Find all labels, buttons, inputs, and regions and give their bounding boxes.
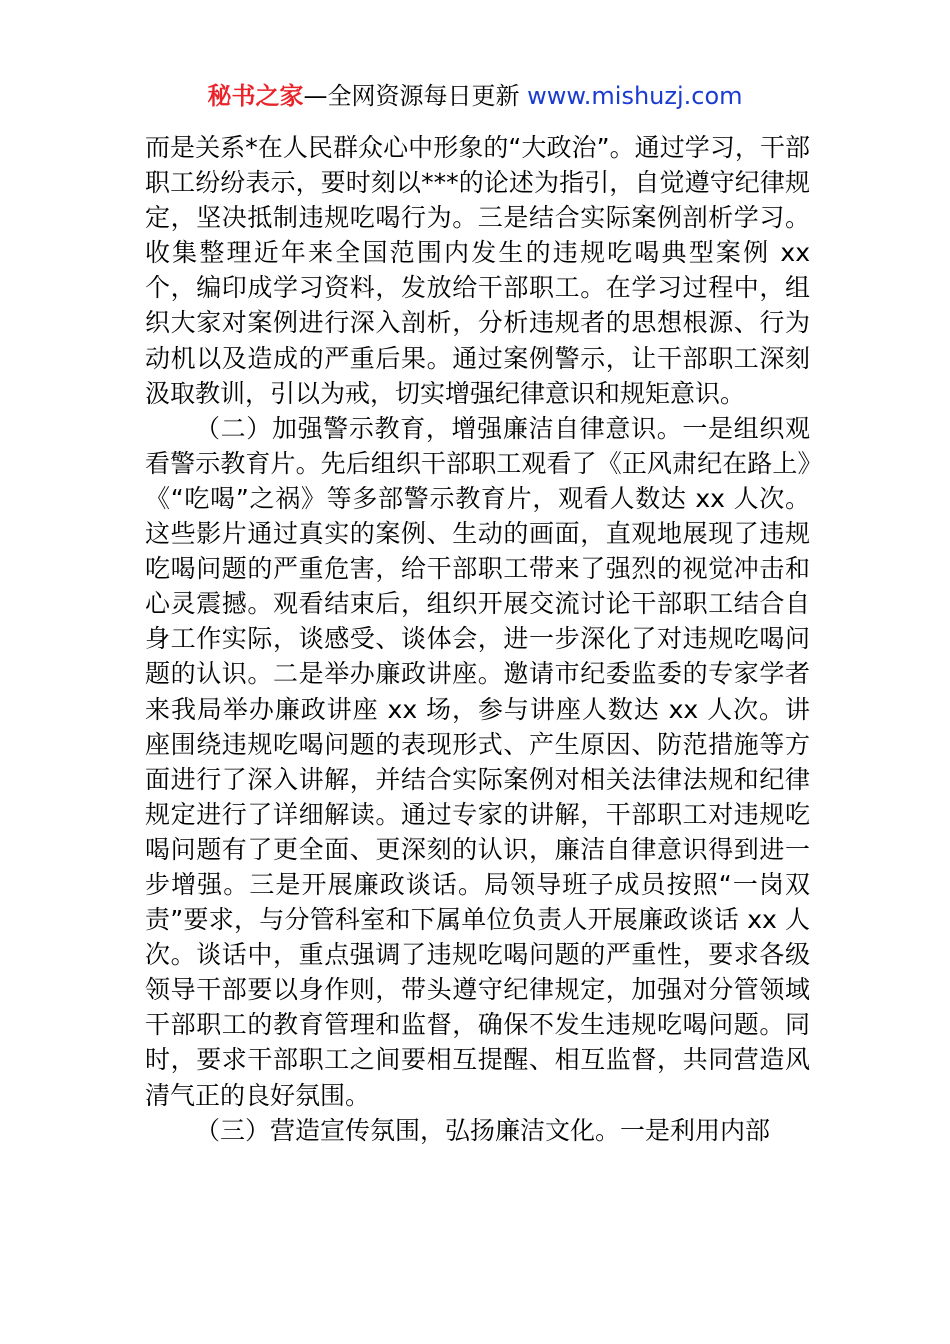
paragraph-section-two: （二）加强警示教育，增强廉洁自律意识。一是组织观看警示教育片。先后组织干部职工观看了《正风肃纪在路上》《“吃喝”之祸》等多部警示教育片，观看人数达 xx 人次。这些影片通过真实的案例、生动的画面，直观地展现了违规吃喝问题的严重危害，给干部职工带来了强烈的视觉冲击和心灵震撼。观看结束后，组织开展交流讨论干部职工结合自身工作实际，谈感受、谈体会，进一步深化了对违规吃喝问题的认识。二是举办廉政讲座。邀请市纪委监委的专家学者来我局举办廉政讲座 xx 场，参与讲座人数达 xx 人次。讲座围绕违规吃喝问题的表现形式、产生原因、防范措施等方面进行了深入讲解，并结合实际案例对相关法律法规和纪律规定进行了详细解读。通过专家的讲解，干部职工对违规吃喝问题有了更全面、更深刻的认识，廉洁自律意识得到进一步增强。三是开展廉政谈话。局领导班子成员按照“一岗双责”要求，与分管科室和下属单位负责人开展廉政谈话 xx 人次。谈话中，重点强调了违规吃喝问题的严重性，要求各级领导干部要以身作则，带头遵守纪律规定，加强对分管领域干部职工的教育管理和监督，确保不发生违规吃喝问题。同时，要求干部职工之间要相互提醒、相互监督，共同营造风清气正的良好氛围。 [145, 413, 810, 1110]
site-tagline: —全网资源每日更新 [303, 82, 528, 110]
site-url-link[interactable]: www.mishuzj.com [527, 82, 743, 110]
paragraph-continuation: 而是关系*在人民群众心中形象的“大政治”。通过学习，干部职工纷纷表示，要时刻以***的论述为指引，自觉遵守纪律规定，坚决抵制违规吃喝行为。三是结合实际案例剖析学习。收集整理近年来全国范围内发生的违规吃喝典型案例 xx 个，编印成学习资料，发放给干部职工。在学习过程中，组织大家对案例进行深入剖析，分析违规者的思想根源、行为动机以及造成的严重后果。通过案例警示，让干部职工深刻汲取教训，引以为戒，切实增强纪律意识和规矩意识。 [145, 133, 810, 408]
site-header [0, 80, 950, 112]
paragraph-section-three: （三）营造宣传氛围，弘扬廉洁文化。一是利用内部 [195, 1115, 771, 1145]
site-brand: 秘书之家 [207, 82, 304, 110]
document-body [145, 130, 810, 1148]
